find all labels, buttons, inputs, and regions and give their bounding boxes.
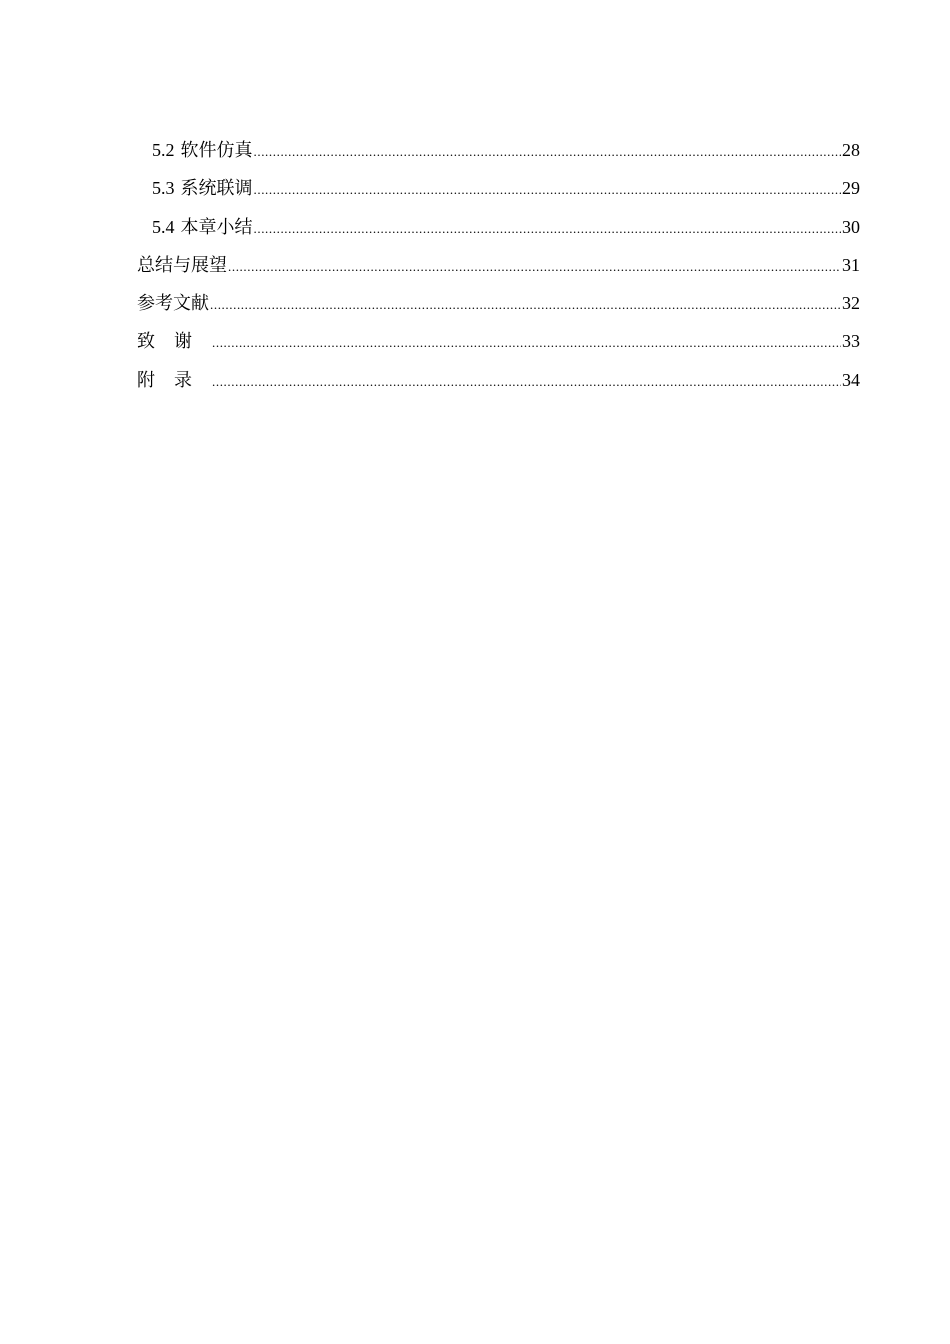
- page-number: 32: [842, 293, 860, 314]
- toc-entry-appendix[interactable]: [137, 366, 860, 404]
- toc-entry-label: [152, 136, 253, 164]
- section-number: 5.3: [152, 178, 175, 199]
- section-title: 附录: [137, 369, 211, 390]
- toc-entry-references[interactable]: [137, 289, 860, 327]
- page-number: 29: [842, 178, 860, 199]
- toc-entry-label: [152, 213, 253, 241]
- page-number: 28: [842, 140, 860, 160]
- dot-leader: [212, 368, 841, 396]
- section-title: 系统联调: [180, 178, 253, 199]
- section-number: 5.2: [152, 140, 175, 160]
- toc-entry-5-4[interactable]: [137, 213, 860, 251]
- page-number: 30: [842, 216, 860, 237]
- dot-leader: [228, 253, 841, 281]
- page-number: 31: [842, 254, 860, 275]
- toc-entry-summary[interactable]: [137, 251, 860, 289]
- dot-leader: [212, 329, 841, 357]
- section-title: 参考文献: [137, 293, 209, 314]
- dot-leader: [254, 215, 842, 243]
- section-title: 致谢: [137, 331, 211, 352]
- section-title: 软件仿真: [180, 140, 253, 160]
- toc-entry-label: [152, 174, 253, 202]
- section-title: 总结与展望: [137, 254, 227, 275]
- toc-entry-acknowledgements[interactable]: [137, 327, 860, 365]
- page-number: 33: [842, 331, 860, 352]
- section-number: 5.4: [152, 216, 175, 237]
- section-title: 本章小结: [180, 216, 253, 237]
- page-number: 34: [842, 369, 860, 390]
- dot-leader: [210, 291, 841, 319]
- dot-leader: [254, 176, 842, 204]
- dot-leader: [254, 138, 842, 166]
- toc-entry-5-3[interactable]: [137, 174, 860, 212]
- table-of-contents: [137, 136, 860, 404]
- toc-entry-5-2[interactable]: [137, 136, 860, 174]
